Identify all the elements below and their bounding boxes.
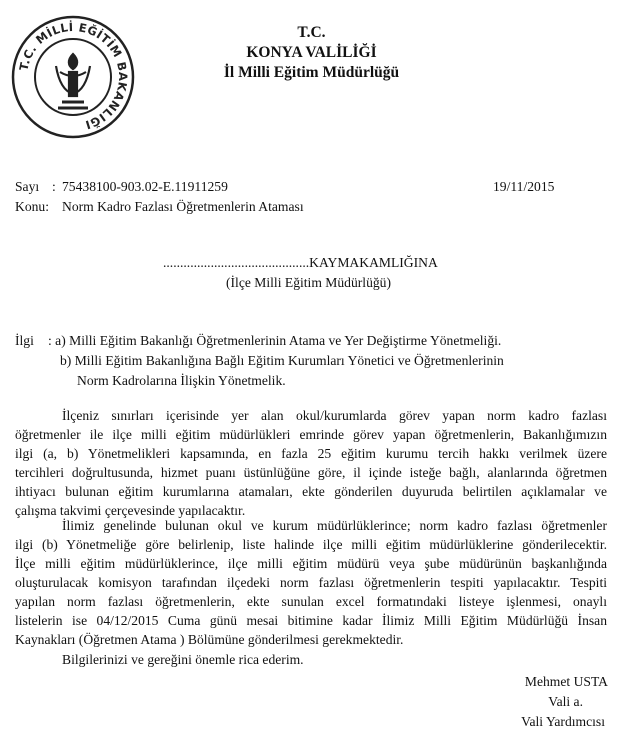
addressee-title: KAYMAKAMLIĞINA — [309, 255, 438, 270]
header-directorate: İl Milli Eğitim Müdürlüğü — [223, 64, 400, 81]
ilgi-b-line2: Norm Kadrolarına İlişkin Yönetmelik. — [77, 373, 286, 388]
seal-ring-text: T.C. MİLLİ EĞİTİM BAKANLIĞI — [16, 19, 131, 133]
signatory-role-1: Vali a. — [548, 694, 583, 709]
paragraph-line: İlçe milli eğitim müdürlüklerince, ilçe milli eğitim müdürü veya şube müdürünün başkanlığında — [15, 556, 607, 571]
signatory-name: Mehmet USTA — [524, 674, 608, 689]
konu-value: Norm Kadro Fazlası Öğretmenlerin Ataması — [62, 199, 304, 214]
paragraph-line: Kaynakları (Öğretmen Atama ) Bölümüne gönderilmesi gerekmektedir. — [15, 632, 404, 647]
paragraph-line: ilgi (b) Yönetmeliğe göre belirlenip, liste halinde ilçe milli eğitim müdürlüklerine gönderilecektir. — [15, 537, 607, 552]
paragraph-line: çalışma takvimi çerçevesinde yapılacaktır. — [15, 503, 246, 518]
konu-label: Konu: — [15, 199, 49, 214]
ilgi-b-line1: b) Milli Eğitim Bakanlığına Bağlı Eğitim Kurumları Yönetici ve Öğretmenlerinin — [60, 353, 504, 368]
header-country: T.C. — [297, 24, 326, 41]
header-office: KONYA VALİLİĞİ — [246, 44, 377, 61]
paragraph-line: oluşturulacak komisyon tarafından ilçedeki norm fazlası öğretmenlerin tespiti yapılacaktır. Tespiti — [15, 575, 607, 590]
sayi-colon: : — [52, 179, 56, 194]
addressee-line — [163, 255, 438, 271]
paragraph-line: öğretmenler ile ilçe milli eğitim müdürlükleri emrinde görev yapan öğretmenlerin, Bakanlığımızın — [15, 427, 607, 442]
ilgi-a: : a) Milli Eğitim Bakanlığı Öğretmenlerinin Atama ve Yer Değiştirme Yönetmeliği. — [48, 333, 502, 348]
paragraph-line: tercihleri doğrultusunda, hizmet puanı üstünlüğüne göre, il içinde isteğe bağlı, alanlarında öğretmen — [15, 465, 607, 480]
ilgi-label: İlgi — [15, 333, 34, 348]
paragraph-line: ilgi (a, b) Yönetmelikleri kapsamında, en fazla 25 eğitim kurumu tercih hakkı verilmek üzere — [15, 446, 607, 461]
document-date: 19/11/2015 — [493, 179, 555, 194]
paragraph-line: listelerin ise 04/12/2015 Cuma günü mesai bitimine kadar İlimiz Milli Eğitim Müdürlüğü İnsan — [15, 613, 607, 628]
addressee-dots: ........................................... — [163, 255, 310, 270]
paragraph-line: yapılan norm fazlası öğretmenlerin, ekte sunulan excel formatındaki listeye işlenmesi, onaylı — [15, 594, 607, 609]
torch-emblem-icon — [56, 54, 90, 108]
closing-sentence: Bilgilerinizi ve gereğini önemle rica ederim. — [62, 652, 304, 667]
paragraph-line: İlçeniz sınırları içerisinde yer alan okul/kurumlarda görev yapan norm kadro fazlası — [62, 408, 607, 423]
sayi-value: 75438100-903.02-E.11911259 — [62, 179, 228, 194]
signatory-role-2: Vali Yardımcısı — [521, 714, 605, 729]
sayi-label: Sayı — [15, 179, 40, 194]
addressee-subtitle: (İlçe Milli Eğitim Müdürlüğü) — [226, 275, 391, 290]
paragraph-line: İlimiz genelinde bulunan okul ve kurum müdürlüklerince; norm kadro fazlası öğretmenler — [62, 518, 607, 533]
paragraph-line: ihtiyacı bulunan eğitim kurumlarına atamaları, ekte gönderilen duyuruda belirtilen açıklamalar ve — [15, 484, 607, 499]
ministry-seal — [10, 14, 136, 140]
